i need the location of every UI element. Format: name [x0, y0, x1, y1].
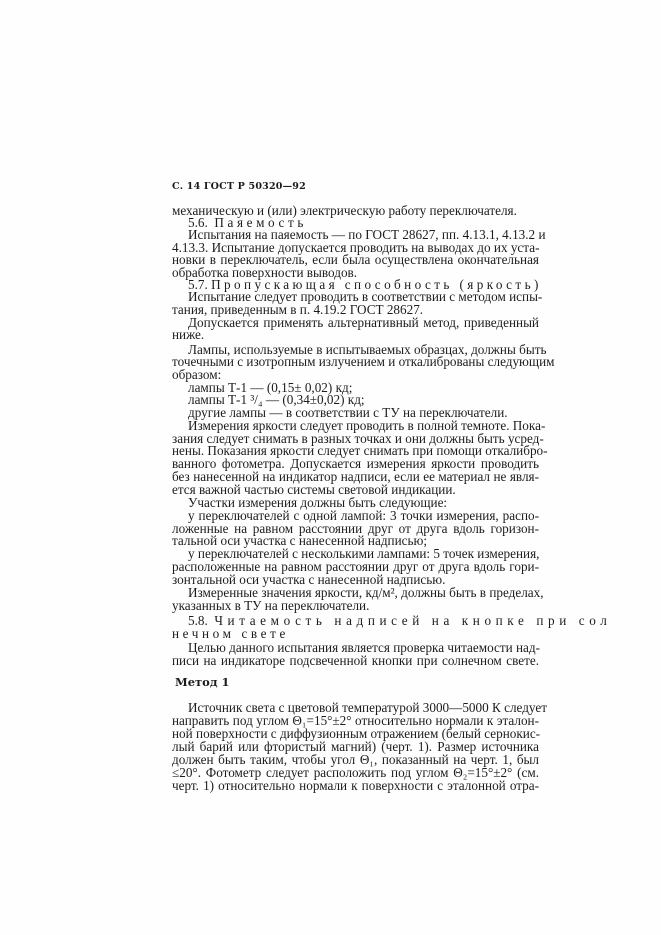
text-line: тальной оси участка с нанесенной надписью; — [172, 533, 428, 548]
section-number: 5.8. — [188, 613, 208, 628]
page-header: С. 14 ГОСТ Р 50320—92 — [172, 181, 306, 192]
text-line: ванного фотометра. Допускается измерения яркости проводить — [172, 456, 539, 471]
text-line: писи на индикаторе подсвеченной кнопки при солнечном свете. — [172, 653, 539, 668]
text-line: зонтальной оси участка с нанесенной надписью. — [172, 572, 446, 587]
text-line: Источник света с цветовой температурой 3000—5000 К следует — [188, 700, 547, 715]
text-line: лый барий или фтористый магний) (черт. 1). Размер источника — [172, 739, 539, 754]
text-line: у переключателей с одной лампой: 3 точки измерения, распо- — [188, 508, 539, 523]
section-number: 5.6. — [188, 215, 208, 230]
text-line: Измеренные значения яркости, кд/м², должны быть в пределах, — [188, 585, 544, 600]
section-title: Паяемость — [214, 215, 307, 230]
text-line: ется важной частью системы световой индикации. — [172, 482, 456, 497]
text-line: точечными с изотропным излучением и откалиброваны следующим — [172, 354, 555, 369]
list-item: лампы Т-1 — (0,15± 0,02) кд; — [188, 380, 353, 395]
text-line: обработка поверхности выводов. — [172, 265, 358, 280]
method-heading: Метод 1 — [175, 675, 230, 689]
text-line: должен быть таким, чтобы угол Θ₁, показанный на черт. 1, был — [172, 752, 539, 767]
text-line: Испытания на паяемость — по ГОСТ 28627, пп. 4.13.1, 4.13.2 и — [188, 227, 546, 242]
section-number: 5.7. — [188, 277, 208, 292]
text-line: Целью данного испытания является проверка читаемости над- — [188, 640, 540, 655]
list-item: другие лампы — в соответствии с ТУ на переключатели. — [188, 405, 508, 420]
text-line: новки в переключатель, если была осуществлена окончательная — [172, 252, 539, 267]
text-line: ≤20°. Фотометр следует расположить под углом Θ₂=15°±2° (см. — [172, 765, 539, 780]
list-item: лампы Т-1 ³/₄ — (0,34±0,02) кд; — [188, 392, 365, 407]
text-line: образом: — [172, 367, 222, 382]
text-line: механическую и (или) электрическую работу переключателя. — [172, 203, 517, 218]
text-line: Лампы, используемые в испытываемых образцах, должны быть — [188, 342, 547, 357]
text-line: черт. 1) относительно нормали к поверхности с эталонной отра- — [172, 778, 539, 793]
text-line: зания следует снимать в разных точках и они должны быть усред- — [172, 431, 544, 446]
text-line: 4.13.3. Испытание допускается проводить на выводах до их уста- — [172, 240, 540, 255]
text-line: направить под углом Θ₁=15°±2° относительно нормали к эталон- — [172, 713, 539, 728]
text-line: без нанесенной на индикатор надписи, если ее материал не явля- — [172, 469, 539, 484]
text-line: у переключателей с несколькими лампами: 5 точек измерения, — [188, 546, 540, 561]
text-line: указанных в ТУ на переключатели. — [172, 598, 370, 613]
text-line: ниже. — [172, 327, 205, 342]
text-line: ложенные на равном расстоянии друг от друга вдоль горизон- — [172, 521, 539, 536]
text-line: нены. Показания яркости следует снимать при помощи откалибро- — [172, 443, 548, 458]
text-line: расположенные на равном расстоянии друг от друга вдоль гори- — [172, 559, 539, 574]
text-line: ной поверхности с диффузионным отражением (белый сернокис- — [172, 726, 541, 741]
text-line: Допускается применять альтернативный метод, приведенный — [188, 315, 539, 330]
text-line: Измерения яркости следует проводить в полной темноте. Пока- — [188, 418, 546, 433]
text-line: Испытание следует проводить в соответствии с методом испы- — [188, 289, 543, 304]
section-title-continued: нечном свете — [172, 626, 289, 641]
section-title: Читаемость надписей на кнопке при сол — [214, 613, 612, 628]
section-title: Пропускающая способность (яркость) — [211, 277, 542, 292]
text-line: Участки измерения должны быть следующие: — [188, 495, 448, 510]
text-line: тания, приведенным в п. 4.19.2 ГОСТ 28627. — [172, 302, 424, 317]
